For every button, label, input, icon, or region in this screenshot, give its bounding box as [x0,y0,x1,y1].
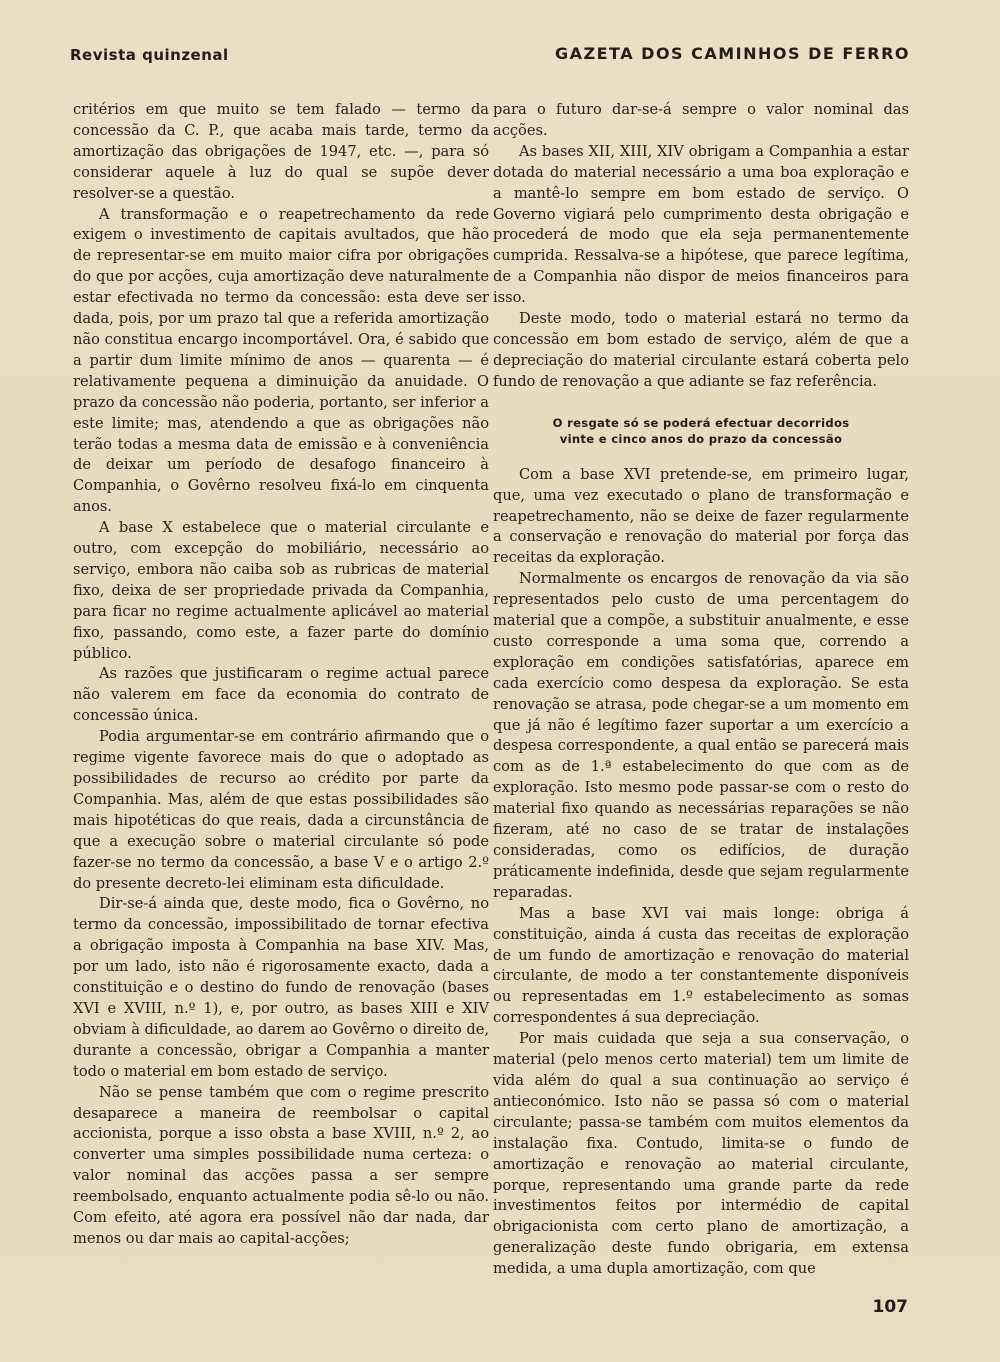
paragraph: As bases XII, XIII, XIV obrigam a Companhia a estar dotada do material necessário a uma boa exploração e a mantê-lo sempre em bom estado de serviço. O Governo vigiará pelo cumprimento desta obrigação e procederá de modo que ela seja permanentemente cumprida. Ressalva-se a hipótese, que parece legítima, de a Companhia não dispor de meios financeiros para isso. [493,142,909,307]
paragraph: Mas a base XVI vai mais longe: obriga á constituição, ainda á custa das receitas de exploração de um fundo de amortização e renovação do material circulante, de modo a ter constantemente disponíveis ou representadas em 1.º estabelecimento as somas correspondentes á sua depreciação. [493,904,909,1027]
header-right: GAZETA DOS CAMINHOS DE FERRO [554,44,910,63]
paragraph: Normalmente os encargos de renovação da via são representados pelo custo de uma percentagem do material que a compõe, a substituir anualmente, e esse custo corresponde a uma soma que, correndo a exploração em condições satisfatórias, aparece em cada exercício como despesa da exploração. Se esta renovação se atrasa, pode chegar-se a um momento em que já não é legítimo fazer suportar a um exercício a despesa correspondente, a qual então se parecerá mais com as de 1.ª estabelecimento do que com as de exploração. Isto mesmo pode passar-se com o resto do material fixo quando as necessárias reparações se não fizeram, até no caso de se tratar de instalações consideradas, como os edifícios, de duração práticamente indefinida, desde que sejam regularmente reparadas. [493,570,909,901]
right-column [493,100,909,1280]
left-column [73,100,489,1250]
section-heading [493,415,909,447]
paragraph: As razões que justificaram o regime actual parece não valerem em face da economia do contrato de concessão única. [73,665,489,725]
section-heading-line: vinte e cinco anos do prazo da concessão [559,431,843,446]
paragraph: Não se pense também que com o regime prescrito desaparece a maneira de reembolsar o capital accionista, porque a isso obsta a base XVIII, n.º 2, ao converter uma simples possibilidade numa certeza: o valor nominal das acções passa a ser sempre reembolsado, enquanto actualmente podia sê-lo ou não. Com efeito, até agora era possível não dar nada, dar menos ou dar mais ao capital-acções; [73,1083,489,1247]
paragraph: Podia argumentar-se em contrário afirmando que o regime vigente favorece mais do que o adoptado as possibilidades de recurso ao crédito por parte da Companhia. Mas, além de que estas possibilidades são mais hipotéticas do que reais, dada a circunstância de que a execução sobre o material circulante só pode fazer-se no termo da concessão, a base V e o artigo 2.º do presente decreto-lei eliminam esta dificuldade. [73,728,489,892]
paragraph: para o futuro dar-se-á sempre o valor nominal das acções. [493,101,909,139]
paragraph: A transformação e o reapetrechamento da rede exigem o investimento de capitais avultados, que hão de representar-se em muito maior cifra por obrigações do que por acções, cuja amortização deve naturalmente estar efectivada no termo da concessão: esta deve ser dada, pois, por um prazo tal que a referida amortização não constitua encargo incomportável. Ora, é sabido que a partir dum limite mínimo de anos — quarenta — é relativamente pequena a diminuição da anuidade. O prazo da concessão não poderia, portanto, ser inferior a este limite; mas, atendendo a que as obrigações não terão todas a mesma data de emissão e à conveniência de deixar um período de desafogo financeiro à Companhia, o Govêrno resolveu fixá-lo em cinquenta anos. [73,205,489,516]
paragraph: Dir-se-á ainda que, deste modo, fica o Govêrno, no termo da concessão, impossibilitado de tornar efectiva a obrigação imposta à Companhia na base XIV. Mas, por um lado, isto não é rigorosamente exacto, dada a constituição e o destino do fundo de renovação (bases XVI e XVIII, n.º 1), e, por outro, as bases XIII e XIV obviam à dificuldade, ao darem ao Govêrno o direito de, durante a concessão, obrigar a Companhia a manter todo o material em bom estado de serviço. [73,895,489,1080]
paragraph: critérios em que muito se tem falado — termo da concessão da C. P., que acaba mais tarde, termo da amortização das obrigações de 1947, etc. —, para só considerar aquele à luz do qual se supõe dever resolver-se a questão. [73,101,489,202]
paragraph: Deste modo, todo o material estará no termo da concessão em bom estado de serviço, além de que a depreciação do material circulante estará coberta pelo fundo de renovação a que adiante se faz referência. [493,310,909,390]
paragraph: Por mais cuidada que seja a sua conservação, o material (pelo menos certo material) tem um limite de vida além do qual a sua continuação ao serviço é antieconómico. Isto não se passa só com o material circulante; passa-se também com muitos elementos da instalação fixa. Contudo, limita-se o fundo de amortização e renovação ao material circulante, porque, representando uma grande parte da rede investimentos feitos por intermédio de capital obrigacionista com certo plano de amortização, a generalização deste fundo obrigaria, em extensa medida, a uma dupla amortização, com que [493,1030,909,1278]
paragraph: Com a base XVI pretende-se, em primeiro lugar, que, uma vez executado o plano de transformação e reapetrechamento, não se deixe de fazer regularmente a conservação e renovação do material por força das receitas da exploração. [493,465,909,567]
header-left: Revista quinzenal [70,46,229,64]
paragraph: A base X estabelece que o material circulante e outro, com excepção do mobiliário, necessário ao serviço, embora não caiba sob as rubricas de material fixo, deixa de ser propriedade privada da Companhia, para ficar no regime actualmente aplicável ao material fixo, passando, como este, a fazer parte do domínio público. [73,519,489,662]
section-heading-line: O resgate só se poderá efectuar decorridos [552,415,850,430]
page-number: 107 [872,1297,908,1317]
